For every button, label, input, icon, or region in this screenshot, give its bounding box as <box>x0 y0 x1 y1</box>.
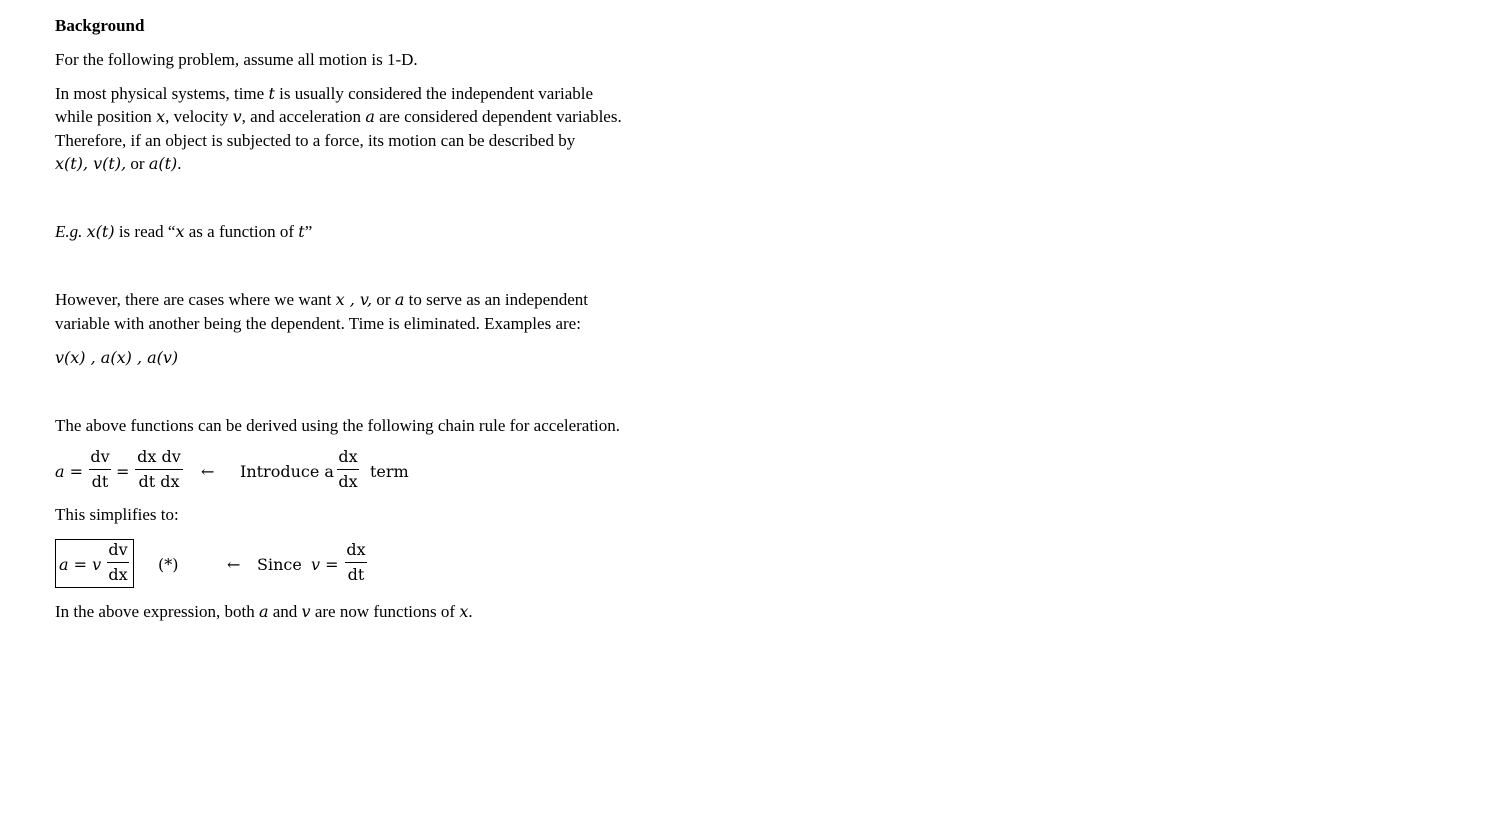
denominator: dx <box>108 565 128 584</box>
var-t: t <box>298 222 305 241</box>
eq1-lhs: a = <box>55 462 84 481</box>
since-text: Since <box>257 555 302 574</box>
text: However, there are cases where we want <box>55 290 336 309</box>
numerator: dv <box>108 540 128 559</box>
text: are now functions of <box>310 602 460 621</box>
var-a: a <box>394 290 405 309</box>
text: while position <box>55 107 157 126</box>
math-xt-vt: x(t), v(t), <box>55 154 127 173</box>
var-a: a <box>258 602 269 621</box>
fraction-dv-dx <box>107 540 129 585</box>
math-functions: v(x) , a(x) , a(v) <box>55 348 179 367</box>
var-v: v <box>232 107 242 126</box>
var-v: v <box>301 602 311 621</box>
v-equals: v = <box>311 555 339 574</box>
text: , velocity <box>165 107 233 126</box>
numerator: dv <box>90 447 110 466</box>
denominator: dt <box>91 472 109 491</box>
text: are considered dependent variables. <box>374 107 622 126</box>
equals-sign: = <box>116 462 130 481</box>
text: is usually considered the independent variable <box>274 84 594 103</box>
simplifies-text: This simplifies to: <box>55 505 179 524</box>
var-x: x <box>156 107 166 126</box>
text: In most physical systems, time <box>55 84 269 103</box>
fraction-bar <box>337 469 359 470</box>
var-t: t <box>268 84 275 103</box>
fraction-bar <box>107 562 129 563</box>
numerator: dx <box>346 540 366 559</box>
conclusion-line <box>55 601 473 623</box>
term-text: term <box>370 462 409 481</box>
section-heading: Background <box>55 16 145 35</box>
denominator: dx <box>338 472 358 491</box>
para2-line1 <box>55 289 588 311</box>
eq2-lhs: a = v <box>59 555 102 574</box>
example-line <box>55 221 312 243</box>
para1-line3: Therefore, if an object is subjected to a force, its motion can be described by <box>55 131 576 150</box>
math-xt: x(t) <box>86 222 115 241</box>
text: ” <box>304 222 313 241</box>
numerator: dx dv <box>137 447 181 466</box>
text: to serve as an independent <box>404 290 588 309</box>
text: or <box>130 154 145 173</box>
fraction-dx-dx <box>337 447 359 492</box>
text: or <box>372 290 395 309</box>
text: . <box>177 154 182 173</box>
fraction-dx-dt <box>345 540 367 585</box>
para1-line2 <box>55 106 622 128</box>
chain-rule-intro: The above functions can be derived using the following chain rule for acceleration. <box>55 416 621 435</box>
equation-star-label: (*) <box>158 555 179 574</box>
text: . <box>468 602 473 621</box>
para1-line4 <box>55 153 182 175</box>
eg-label: E.g. <box>55 222 83 241</box>
fraction-bar <box>89 469 111 470</box>
denominator: dt <box>347 565 365 584</box>
var-a: a <box>365 107 375 126</box>
fraction-dv-dt <box>89 447 111 492</box>
text: and <box>268 602 302 621</box>
text: is read “ <box>114 222 176 241</box>
para2-line2: variable with another being the dependent. Time is eliminated. Examples are: <box>55 314 581 333</box>
math-vars: x , v, <box>335 290 373 309</box>
var-x: x <box>175 222 185 241</box>
para1-line1 <box>55 83 593 105</box>
left-arrow-icon: ← <box>201 462 215 481</box>
var-x: x <box>459 602 469 621</box>
math-at: a(t) <box>148 154 178 173</box>
fraction-dxdv-dtdx <box>135 447 183 492</box>
text: In the above expression, both <box>55 602 259 621</box>
fraction-bar <box>135 469 183 470</box>
intro-text: For the following problem, assume all motion is 1-D. <box>55 50 418 69</box>
text: , and acceleration <box>241 107 366 126</box>
denominator: dt dx <box>138 472 180 491</box>
introduce-text: Introduce a <box>240 462 334 481</box>
left-arrow-icon: ← <box>227 555 241 574</box>
text: as a function of <box>184 222 299 241</box>
numerator: dx <box>338 447 358 466</box>
fraction-bar <box>345 562 367 563</box>
example-functions <box>55 347 178 369</box>
